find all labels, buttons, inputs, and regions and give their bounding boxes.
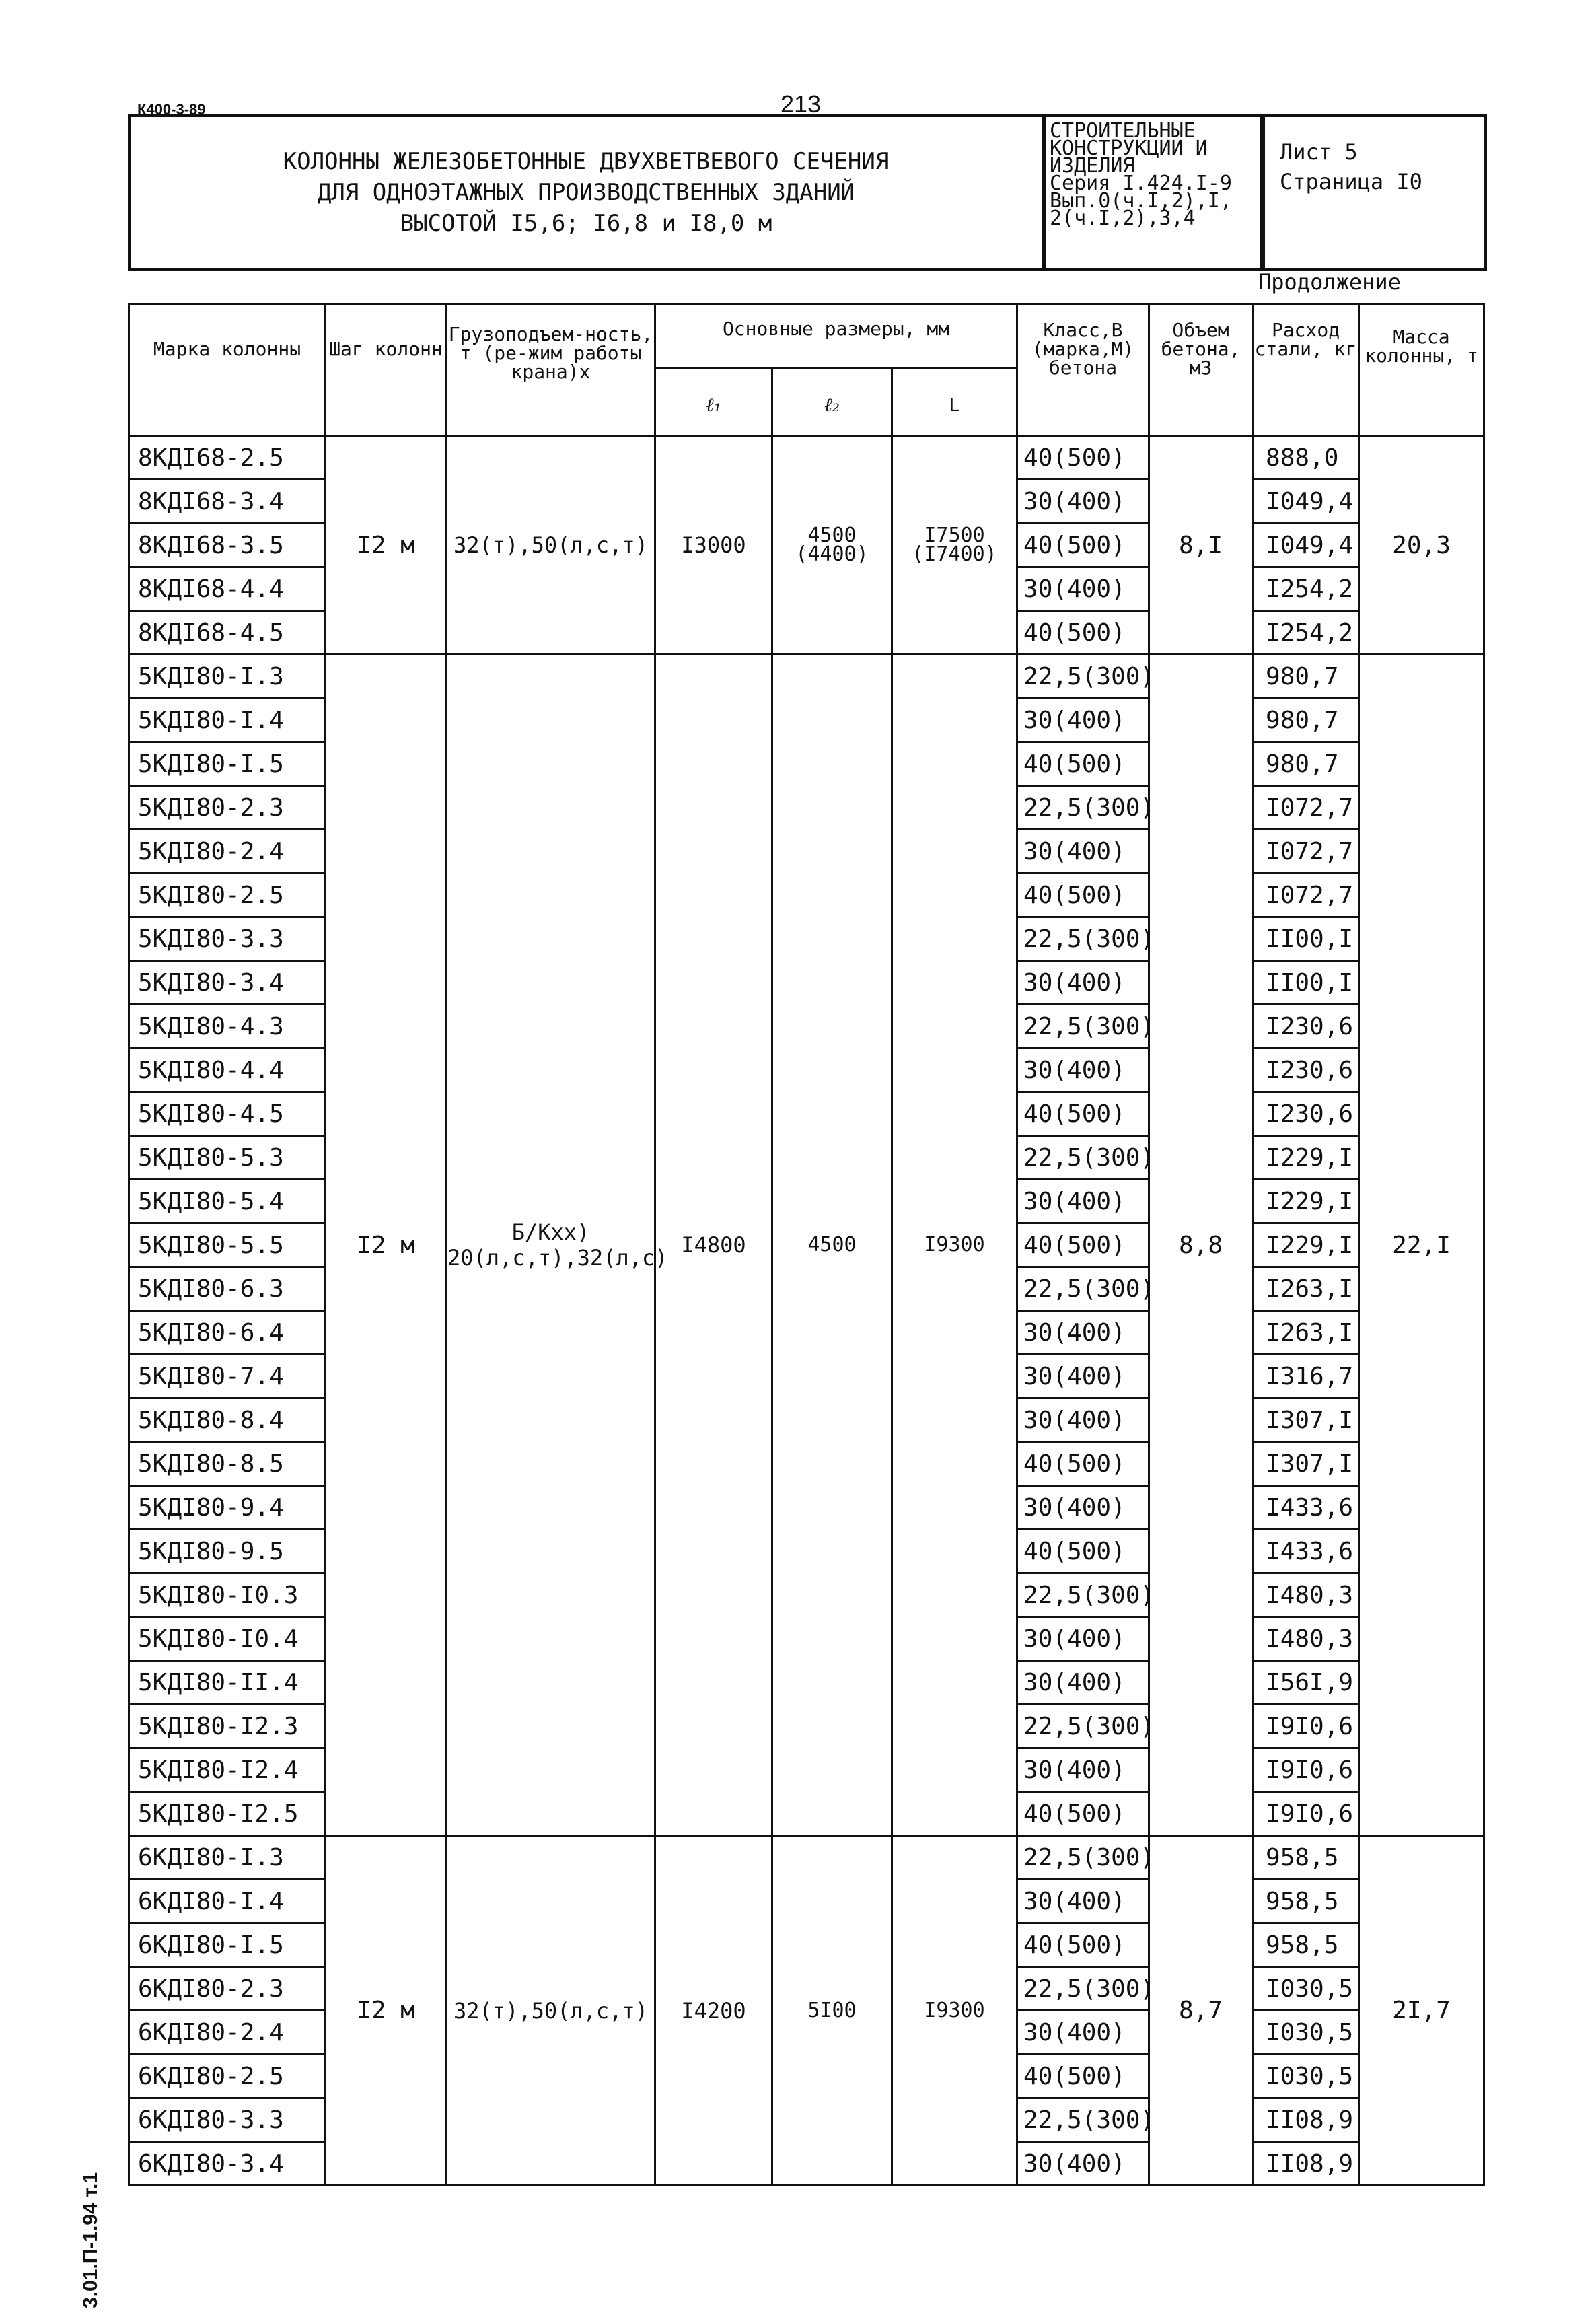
crane-capacity [447, 655, 668, 1836]
column-mark: 6КДI80-I.4 [129, 1880, 326, 1923]
steel-consumption: 980,7 [1253, 655, 1359, 699]
title-line-1: КОЛОННЫ ЖЕЛЕЗОБЕТОННЫЕ ДВУХВЕТВЕВОГО СЕЧЕНИЯ [283, 148, 890, 175]
steel-consumption: I56I,9 [1253, 1661, 1359, 1705]
column-mark: 5КДI80-3.3 [129, 917, 326, 961]
steel-consumption: 958,5 [1253, 1923, 1359, 1967]
header-volume: Объем бетона, м3 [1149, 304, 1253, 436]
concrete-class: 22,5(300) [1017, 917, 1149, 961]
concrete-class: 40(500) [1017, 2055, 1149, 2098]
series-stamp [1043, 114, 1262, 271]
steel-consumption: II00,I [1253, 961, 1359, 1005]
steel-consumption: I230,6 [1253, 1048, 1359, 1092]
steel-consumption: I254,2 [1253, 611, 1359, 655]
steel-consumption: I307,I [1253, 1442, 1359, 1486]
column-mark: 5КДI80-6.3 [129, 1267, 326, 1311]
header-l1: ℓ₁ [655, 369, 772, 436]
steel-consumption: I9I0,6 [1253, 1705, 1359, 1748]
steel-consumption: II08,9 [1253, 2142, 1359, 2186]
header-mass: Масса колонны, т [1359, 304, 1484, 436]
dimension-L: I7500 (I7400) [892, 436, 1017, 655]
side-stamp: 3.01.П-1.94 т.1 [79, 2172, 102, 2308]
steel-consumption: I072,7 [1253, 874, 1359, 917]
columns-table [128, 303, 1485, 2186]
concrete-class: 30(400) [1017, 1180, 1149, 1223]
title-line-3: ВЫСОТОЙ I5,6; I6,8 и I8,0 м [400, 210, 772, 237]
concrete-class: 30(400) [1017, 1661, 1149, 1705]
crane-capacity [447, 1836, 655, 2186]
concrete-class: 30(400) [1017, 2142, 1149, 2186]
steel-consumption: I030,5 [1253, 2011, 1359, 2055]
column-mark: 6КДI80-I.5 [129, 1923, 326, 1967]
concrete-class: 22,5(300) [1017, 786, 1149, 830]
steel-consumption: 980,7 [1253, 742, 1359, 786]
steel-consumption: I307,I [1253, 1398, 1359, 1442]
stamp-line: ИЗДЕЛИЯ [1050, 154, 1135, 178]
dimension-l1: I4200 [655, 1836, 772, 2186]
concrete-class: 30(400) [1017, 1355, 1149, 1398]
steel-consumption: I072,7 [1253, 830, 1359, 874]
concrete-class: 30(400) [1017, 1398, 1149, 1442]
column-step: I2 м [326, 436, 447, 655]
concrete-class: 22,5(300) [1017, 1573, 1149, 1617]
capacity-value: 32(т),50(л,с,т) [454, 532, 648, 558]
capacity-value: 32(т),50(л,с,т) [454, 1997, 648, 2024]
column-mark: 5КДI80-I0.3 [129, 1573, 326, 1617]
column-mark: 5КДI80-3.4 [129, 961, 326, 1005]
steel-consumption: I263,I [1253, 1267, 1359, 1311]
header-mark: Марка колонны [129, 304, 326, 436]
concrete-class: 22,5(300) [1017, 2098, 1149, 2142]
concrete-class: 30(400) [1017, 1748, 1149, 1792]
column-mark: 5КДI80-2.3 [129, 786, 326, 830]
steel-consumption: I229,I [1253, 1223, 1359, 1267]
column-mark: 5КДI80-5.4 [129, 1180, 326, 1223]
column-mark: 6КДI80-2.3 [129, 1967, 326, 2011]
steel-consumption: I072,7 [1253, 786, 1359, 830]
crane-capacity [447, 436, 655, 655]
column-mass: 2I,7 [1359, 1836, 1484, 2186]
steel-consumption: I9I0,6 [1253, 1748, 1359, 1792]
concrete-class: 30(400) [1017, 480, 1149, 524]
column-mark: 5КДI80-2.5 [129, 874, 326, 917]
column-mark: 5КДI80-I.4 [129, 699, 326, 742]
dimension-l2: 4500 [772, 655, 892, 1836]
steel-consumption: I030,5 [1253, 2055, 1359, 2098]
header-l2: ℓ₂ [772, 369, 892, 436]
column-step: I2 м [326, 655, 447, 1836]
column-mark: 5КДI80-I2.3 [129, 1705, 326, 1748]
steel-consumption: 888,0 [1253, 436, 1359, 480]
concrete-class: 40(500) [1017, 524, 1149, 567]
concrete-class: 30(400) [1017, 1048, 1149, 1092]
sheet-number: Лист 5 [1280, 139, 1358, 165]
concrete-class: 40(500) [1017, 1442, 1149, 1486]
dimension-l1: I4800 [655, 655, 772, 1836]
concrete-class: 22,5(300) [1017, 655, 1149, 699]
column-mass: 20,3 [1359, 436, 1484, 655]
dimension-l2: 5I00 [772, 1836, 892, 2186]
steel-consumption: I230,6 [1253, 1092, 1359, 1136]
dimension-l2: 4500 (4400) [772, 436, 892, 655]
steel-consumption: I263,I [1253, 1311, 1359, 1355]
header-step: Шаг колонн [326, 304, 447, 436]
steel-consumption: II00,I [1253, 917, 1359, 961]
steel-consumption: I316,7 [1253, 1355, 1359, 1398]
column-mark: 5КДI80-I.3 [129, 655, 326, 699]
dimension-L: I9300 [892, 655, 1017, 1836]
header-steel: Расход стали, кг [1253, 304, 1359, 436]
page-number: 213 [781, 90, 822, 118]
steel-consumption: 958,5 [1253, 1880, 1359, 1923]
stamp-line: СТРОИТЕЛЬНЫЕ [1050, 119, 1196, 143]
concrete-volume: 8,I [1149, 436, 1253, 655]
column-mark: 5КДI80-6.4 [129, 1311, 326, 1355]
concrete-class: 30(400) [1017, 1880, 1149, 1923]
concrete-class: 40(500) [1017, 1923, 1149, 1967]
steel-consumption: I433,6 [1253, 1486, 1359, 1530]
column-mark: 5КДI80-4.3 [129, 1005, 326, 1048]
document-code: К400-3-89 [137, 101, 206, 118]
concrete-class: 30(400) [1017, 2011, 1149, 2055]
stamp-line: КОНСТРУКЦИИ И [1050, 137, 1208, 160]
concrete-class: 22,5(300) [1017, 1967, 1149, 2011]
header-dimensions: Основные размеры, мм [655, 304, 1017, 369]
stamp-line: Вып.0(ч.I,2),I, [1050, 189, 1232, 213]
column-mark: 5КДI80-8.4 [129, 1398, 326, 1442]
capacity-value: 20(л,с,т),32(л,с) [447, 1245, 668, 1271]
column-mark: 5КДI80-4.4 [129, 1048, 326, 1092]
continuation-label: Продолжение [1258, 269, 1401, 295]
page-label: Страница I0 [1280, 169, 1422, 194]
concrete-class: 22,5(300) [1017, 1267, 1149, 1311]
column-mark: 8КДI68-3.4 [129, 480, 326, 524]
concrete-class: 30(400) [1017, 961, 1149, 1005]
steel-consumption: I049,4 [1253, 524, 1359, 567]
column-mark: 6КДI80-3.3 [129, 2098, 326, 2142]
steel-consumption: I230,6 [1253, 1005, 1359, 1048]
column-mark: 5КДI80-2.4 [129, 830, 326, 874]
sheet-info [1262, 114, 1487, 271]
concrete-class: 22,5(300) [1017, 1005, 1149, 1048]
steel-consumption: I480,3 [1253, 1617, 1359, 1661]
concrete-class: 22,5(300) [1017, 1136, 1149, 1180]
steel-consumption: I9I0,6 [1253, 1792, 1359, 1836]
concrete-class: 30(400) [1017, 830, 1149, 874]
steel-consumption: I254,2 [1253, 567, 1359, 611]
concrete-class: 40(500) [1017, 1530, 1149, 1573]
header-concrete-class: Класс,В (марка,М) бетона [1017, 304, 1149, 436]
column-mass: 22,I [1359, 655, 1484, 1836]
steel-consumption: 958,5 [1253, 1836, 1359, 1880]
steel-consumption: I480,3 [1253, 1573, 1359, 1617]
column-mark: 5КДI80-9.4 [129, 1486, 326, 1530]
dimension-l1: I3000 [655, 436, 772, 655]
concrete-class: 40(500) [1017, 436, 1149, 480]
column-mark: 5КДI80-8.5 [129, 1442, 326, 1486]
column-mark: 8КДI68-3.5 [129, 524, 326, 567]
concrete-class: 40(500) [1017, 874, 1149, 917]
steel-consumption: I049,4 [1253, 480, 1359, 524]
steel-consumption: I229,I [1253, 1136, 1359, 1180]
concrete-class: 22,5(300) [1017, 1836, 1149, 1880]
column-mark: 6КДI80-2.4 [129, 2011, 326, 2055]
concrete-class: 40(500) [1017, 1792, 1149, 1836]
concrete-class: 30(400) [1017, 567, 1149, 611]
table-row [129, 1836, 1484, 1880]
table-row [129, 436, 1484, 480]
concrete-class: 22,5(300) [1017, 1705, 1149, 1748]
column-mark: 5КДI80-5.3 [129, 1136, 326, 1180]
capacity-group-label: Б/Кxx) [511, 1219, 590, 1245]
column-mark: 5КДI80-I2.5 [129, 1792, 326, 1836]
dimension-L: I9300 [892, 1836, 1017, 2186]
concrete-class: 40(500) [1017, 1223, 1149, 1267]
column-mark: 5КДI80-4.5 [129, 1092, 326, 1136]
steel-consumption: I433,6 [1253, 1530, 1359, 1573]
concrete-class: 30(400) [1017, 1311, 1149, 1355]
steel-consumption: I229,I [1253, 1180, 1359, 1223]
concrete-class: 30(400) [1017, 1617, 1149, 1661]
column-mark: 8КДI68-4.5 [129, 611, 326, 655]
column-mark: 5КДI80-I2.4 [129, 1748, 326, 1792]
column-mark: 6КДI80-2.5 [129, 2055, 326, 2098]
concrete-volume: 8,8 [1149, 655, 1253, 1836]
column-mark: 5КДI80-9.5 [129, 1530, 326, 1573]
title-block [128, 114, 1044, 271]
column-mark: 5КДI80-II.4 [129, 1661, 326, 1705]
column-mark: 8КДI68-4.4 [129, 567, 326, 611]
column-mark: 5КДI80-I0.4 [129, 1617, 326, 1661]
concrete-class: 40(500) [1017, 611, 1149, 655]
column-mark: 5КДI80-7.4 [129, 1355, 326, 1398]
concrete-class: 30(400) [1017, 699, 1149, 742]
header-capacity: Грузоподъем-ность, т (ре-жим работы крана)х [447, 304, 655, 436]
concrete-class: 40(500) [1017, 742, 1149, 786]
steel-consumption: 980,7 [1253, 699, 1359, 742]
column-mark: 6КДI80-I.3 [129, 1836, 326, 1880]
stamp-line: Серия I.424.I-9 [1050, 172, 1232, 195]
steel-consumption: II08,9 [1253, 2098, 1359, 2142]
column-mark: 5КДI80-I.5 [129, 742, 326, 786]
table-row [129, 655, 1484, 699]
concrete-volume: 8,7 [1149, 1836, 1253, 2186]
column-mark: 8КДI68-2.5 [129, 436, 326, 480]
title-line-2: ДЛЯ ОДНОЭТАЖНЫХ ПРОИЗВОДСТВЕННЫХ ЗДАНИЙ [317, 179, 855, 206]
steel-consumption: I030,5 [1253, 1967, 1359, 2011]
header-L: L [892, 369, 1017, 436]
concrete-class: 40(500) [1017, 1092, 1149, 1136]
concrete-class: 30(400) [1017, 1486, 1149, 1530]
table-body [129, 436, 1484, 2186]
column-mark: 5КДI80-5.5 [129, 1223, 326, 1267]
column-mark: 6КДI80-3.4 [129, 2142, 326, 2186]
column-step: I2 м [326, 1836, 447, 2186]
stamp-line: 2(ч.I,2),3,4 [1050, 207, 1196, 230]
